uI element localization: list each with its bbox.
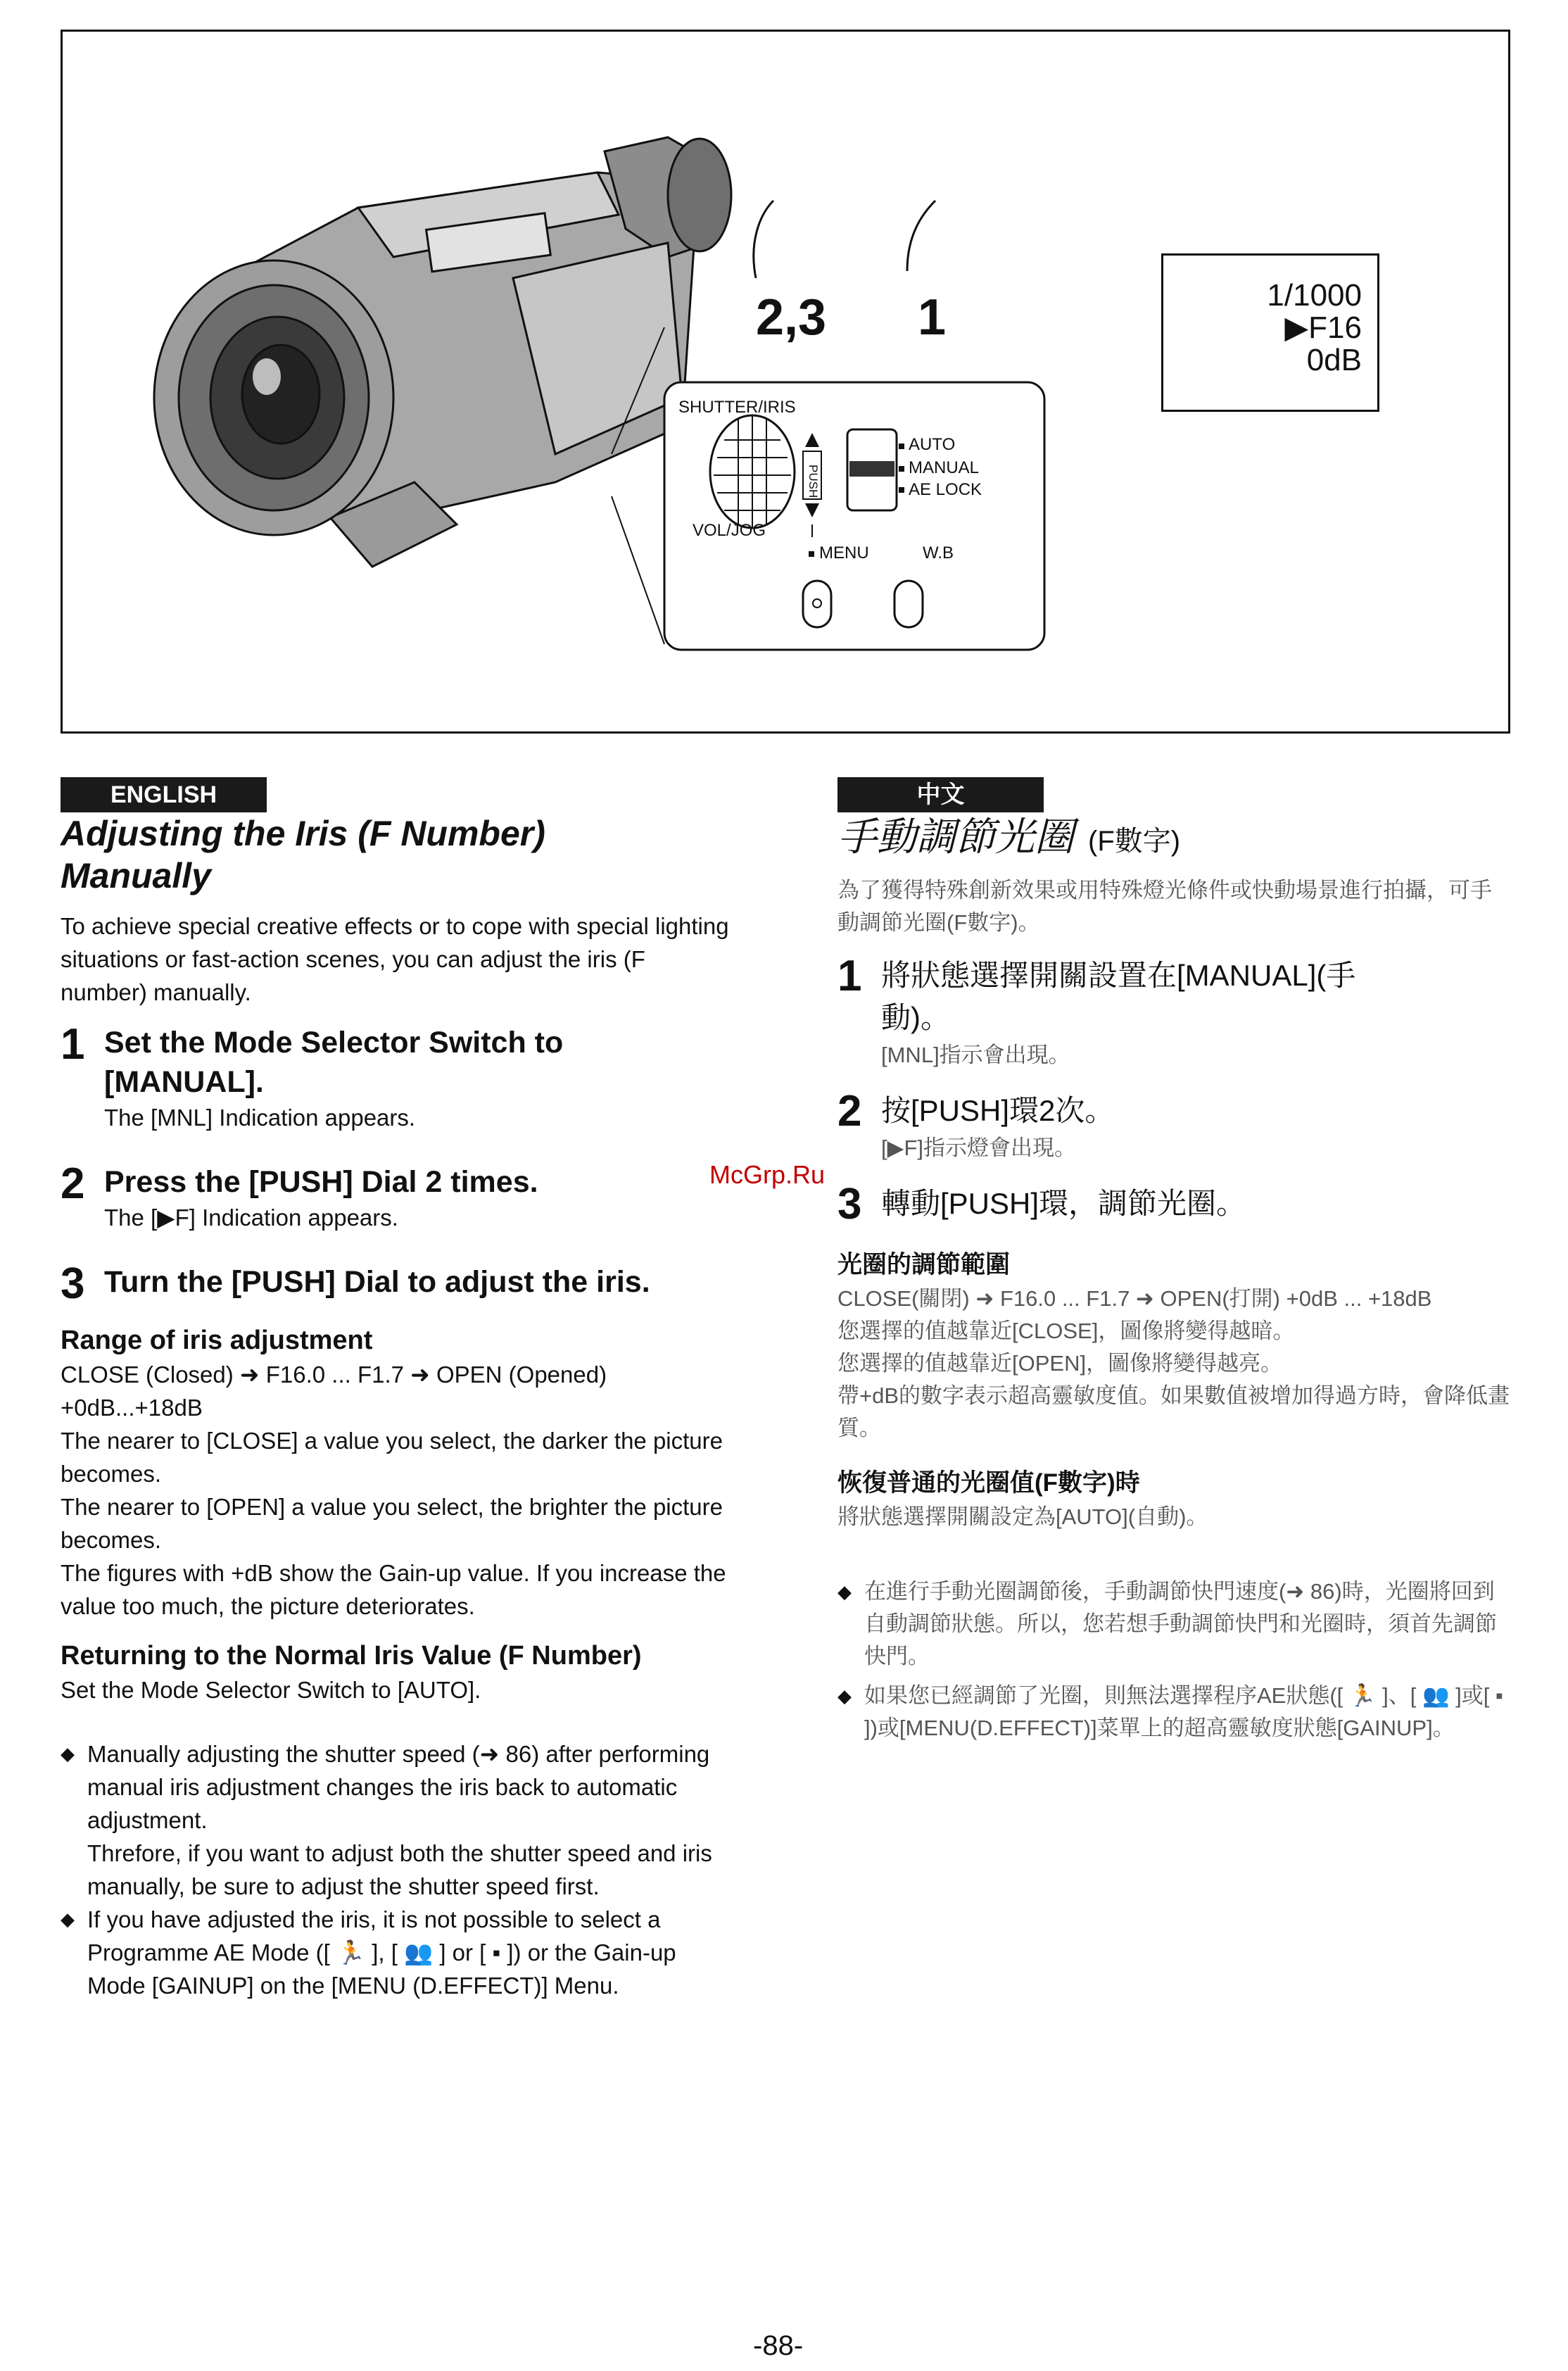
vol-jog-label: VOL/JOG [693,521,766,540]
zh-step-2-title: 按[PUSH]環2次。 [881,1094,1115,1127]
zh-step-1-subtext: [MNL]指示會出現。 [881,1043,1070,1067]
zh-step-2-subtext: [▶F]指示燈會出現。 [881,1136,1077,1160]
english-step-3 [61,1259,736,1308]
step-1-number: 1 [61,1020,85,1069]
zh-range-heading: 光圈的調節範圍 [837,1251,1011,1278]
step-2-subtext: The [▶F] Indication appears. [104,1205,398,1231]
control-panel [664,382,1044,650]
zh-range-paragraph-2: 您選擇的值越靠近[OPEN]，圖像將變得越亮。 [837,1351,1283,1376]
return-text: Set the Mode Selector Switch to [AUTO]. [61,1677,481,1703]
english-language-bar: ENGLISH [61,777,267,812]
bullet-diamond-icon: ◆ [61,1743,75,1764]
zh-step-1-number: 1 [837,952,862,1000]
chinese-step-1 [837,952,1513,1071]
camcorder-lens [154,260,393,535]
english-column [61,781,736,2002]
step-1-subtext: The [MNL] Indication appears. [104,1105,416,1131]
chinese-step-2 [837,1087,1513,1164]
english-bullet-1 [61,1737,736,1903]
zh-step-3-title: 轉動[PUSH]環，調節光圈。 [881,1187,1246,1220]
chinese-title-suffix: (F數字) [1088,826,1181,857]
step-3-number: 3 [61,1259,85,1308]
chinese-title: 手動調節光圈 [837,815,1074,859]
bullet-diamond-icon: ◆ [837,1581,852,1602]
range-line-2: +0dB...+18dB [61,1395,203,1421]
bullet-diamond-icon: ◆ [61,1908,75,1930]
step-1-title-line1: Set the Mode Selector Switch to [104,1026,564,1059]
zh-step-1-title-line1: 將狀態選擇開關設置在[MANUAL](手 [881,959,1356,992]
bullet-diamond-icon: ◆ [837,1685,852,1706]
ae-lock-label: AE LOCK [909,480,982,499]
zh-range-line-1: CLOSE(關閉) ➜ F16.0 ... F1.7 ➜ OPEN(打開) +0dB ... +18dB [837,1286,1432,1311]
range-heading: Range of iris adjustment [61,1326,373,1355]
english-step-1 [61,1020,736,1134]
page-number: -88- [753,2330,804,2361]
chinese-intro: 為了獲得特殊創新效果或用特殊燈光條件或快動場景進行拍攝，可手動調節光圈(F數字)。 [837,878,1492,935]
range-paragraph-2: The nearer to [OPEN] a value you select, the brighter the picture becomes. [61,1494,723,1553]
zh-step-1-title-line2: 動)。 [881,1001,950,1034]
chinese-column [837,781,1513,1744]
manual-label: MANUAL [909,458,980,477]
zh-range-paragraph-1: 您選擇的值越靠近[CLOSE]，圖像將變得越暗。 [837,1319,1295,1343]
callout-step-2-3: 2,3 [756,289,827,346]
zh-step-2-number: 2 [837,1087,862,1136]
step-1-title-line2: [MANUAL]. [104,1065,264,1099]
bullet-1-text-a: Manually adjusting the shutter speed (➜ 86) after performing manual iris adjustment changes the iris back to automatic adjustment. [87,1741,710,1833]
push-label: PUSH [807,465,820,498]
f-number-readout: ▶F16 [1284,310,1362,345]
chinese-step-3 [837,1180,1513,1228]
wb-label: W.B [923,543,954,562]
zh-return-heading: 恢復普通的光圈值(F數字)時 [837,1469,1140,1497]
english-intro: To achieve special creative effects or to cope with special lighting situations or fast-action scenes, you can adjust the iris (F number) manually. [61,913,729,1005]
wb-button[interactable] [894,581,923,627]
viewfinder-display [1161,253,1379,412]
zh-bullet-1-text: 在進行手動光圈調節後，手動調節快門速度(➜ 86)時，光圈將回到自動調節狀態。所以，您若想手動調節快門和光圈時，須首先調節快門。 [864,1579,1497,1668]
return-heading: Returning to the Normal Iris Value (F Number) [61,1641,642,1671]
english-bullet-2 [61,1903,736,2002]
step-3-title: Turn the [PUSH] Dial to adjust the iris. [104,1265,650,1299]
english-title-line2: Manually [61,856,211,895]
shutter-speed-readout: 1/1000 [1267,278,1362,313]
english-step-2 [61,1159,736,1234]
chinese-bullet-2 [837,1680,1513,1744]
zh-return-text: 將狀態選擇開關設定為[AUTO](自動)。 [837,1504,1208,1529]
auto-label: AUTO [909,435,956,454]
chinese-language-bar: 中文 [837,777,1044,812]
zh-range-paragraph-3: 帶+dB的數字表示超高靈敏度值。如果數值被增加得過方時，會降低畫質。 [837,1383,1510,1440]
range-line-1: CLOSE (Closed) ➜ F16.0 ... F1.7 ➜ OPEN (Opened) [61,1361,607,1388]
bullet-2-text: If you have adjusted the iris, it is not possible to select a Programme AE Mode ([ 🏃 ], [ 👥 ] or [ ▪ ]) or the Gain-up Mode [GAINUP] on the [MENU (D.EFFECT)] Menu. [87,1906,676,1999]
chinese-bullet-1 [837,1576,1513,1673]
callout-step-1: 1 [918,289,947,346]
range-paragraph-1: The nearer to [CLOSE] a value you select, the darker the picture becomes. [61,1428,723,1487]
step-2-number: 2 [61,1159,85,1208]
menu-label: MENU [819,543,869,562]
bullet-1-text-b: Threfore, if you want to adjust both the shutter speed and iris manually, be sure to adjust the shutter speed first. [87,1840,712,1899]
gain-readout: 0dB [1306,343,1362,377]
step-2-title: Press the [PUSH] Dial 2 times. [104,1165,538,1199]
zh-bullet-2-text: 如果您已經調節了光圈，則無法選擇程序AE狀態([ 🏃 ]、[ 👥 ]或[ ▪ ])或[MENU(D.EFFECT)]菜單上的超高靈敏度狀態[GAINUP]。 [864,1683,1503,1740]
watermark: McGrp.Ru [709,1160,826,1189]
range-paragraph-3: The figures with +dB show the Gain-up value. If you increase the value too much, the picture deteriorates. [61,1560,726,1619]
menu-button[interactable] [803,581,831,627]
shutter-iris-label: SHUTTER/IRIS [678,398,796,417]
english-title-line1: Adjusting the Iris (F Number) [61,814,545,853]
zh-step-3-number: 3 [837,1180,862,1228]
